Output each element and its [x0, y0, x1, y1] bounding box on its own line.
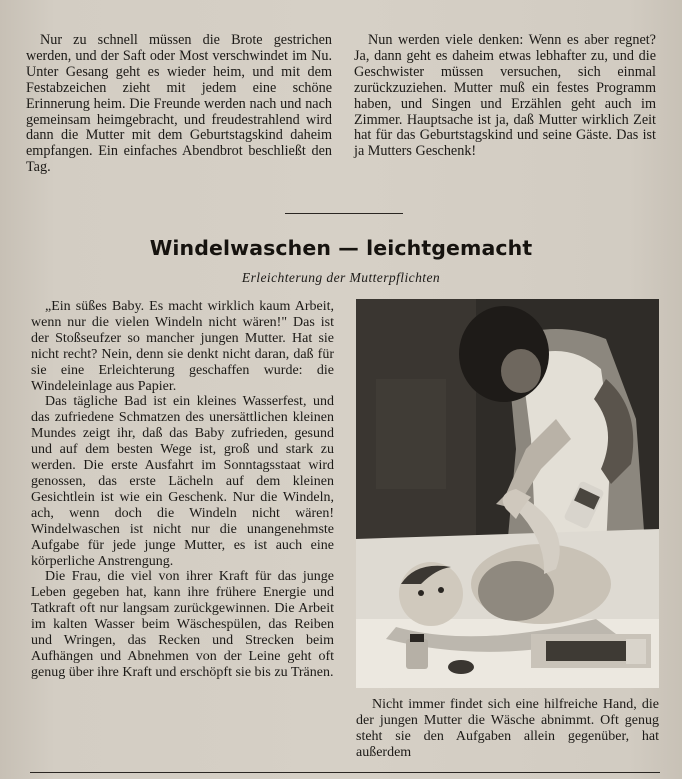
top-right-column [354, 33, 656, 160]
article-subtitle: Erleichterung der Mutterpflichten [241, 270, 441, 285]
article-body [31, 299, 334, 681]
article-paragraph: „Ein süßes Baby. Es macht wirklich kaum Arbeit, wenn nur die vielen Windeln nicht wären!" Das ist der Stoßseufzer so mancher jungen Mutter. Hat sie nicht recht? Nein, denn sie denkt nicht daran, daß für sie eine Erleichterung geschaffen wurde: die Windeleinlage aus Papier. [31, 299, 334, 394]
article-paragraph: Die Frau, die viel von ihrer Kraft für das junge Leben gegeben hat, kann ihre frühere Energie und Tatkraft oft nur langsam zurückgewinnen. Die Arbeit im kalten Wasser beim Wäschespülen, das Reiben und Wringen, das Recken und Strecken beim Aufhängen und Abnehmen von der Leine geht oft genug über ihre Kraft und erschöpft sie bis zu Tränen. [31, 569, 334, 680]
top-left-paragraph: Nur zu schnell müssen die Brote gestrichen werden, und der Saft oder Most verschwindet im Nu. Unter Gesang geht es wieder heim, und mit dem Festabzeichen zieht mit jedem eine schöne Erinnerung heim. Die Freunde werden nach und nach gemeinsam heimgebracht, und freudestrahlend wird dann die Mutter mit dem Geburtstagskind daheim empfangen. Ein einfaches Abendbrot beschließt den Tag. [26, 32, 332, 176]
section-divider [285, 213, 403, 214]
photo-caption [356, 697, 659, 761]
article-paragraph: Das tägliche Bad ist ein kleines Wasserfest, und das zufriedene Schmatzen des unersättlichen kleinen Mundes zeigt ihr, daß das Baby zufrieden, gesund und auf dem besten Wege ist, groß und stark zu werden. Die erste Ausfahrt im Sonntagsstaat wird genossen, das erste Lächeln auf dem kleinen Gesichtlein ist wie ein Geschenk. Nur die Windeln, ach, wenn doch die Windeln nicht wären! Windelwaschen ist nicht nur die unangenehmste Aufgabe für jede junge Mutter, es ist auch eine körperliche Anstrengung. [31, 394, 334, 569]
caption-text: Nicht immer findet sich eine hilfreiche Hand, die der jungen Mutter die Wäsche abnimmt. Oft genug steht sie den Aufgaben allein gegenüber, hat außerdem [356, 697, 659, 760]
top-right-paragraph: Nun werden viele denken: Wenn es aber regnet? Ja, dann geht es daheim etwas lebhafter zu, und die Geschwister müssen versuchen, sich einmal zurückzuziehen. Mutter muß ein festes Programm haben, und Singen und Erzählen geht auch im Zimmer. Hauptsache ist ja, daß Mutter wirklich Zeit hat für das Geburtstagskind und seine Gäste. Das ist ja Mutters Geschenk! [354, 32, 656, 160]
page-bottom-rule [30, 772, 660, 773]
top-left-column [26, 33, 332, 176]
mother-changing-baby-photo [356, 299, 659, 688]
article-headline: Windelwaschen — leichtgemacht [149, 236, 533, 260]
